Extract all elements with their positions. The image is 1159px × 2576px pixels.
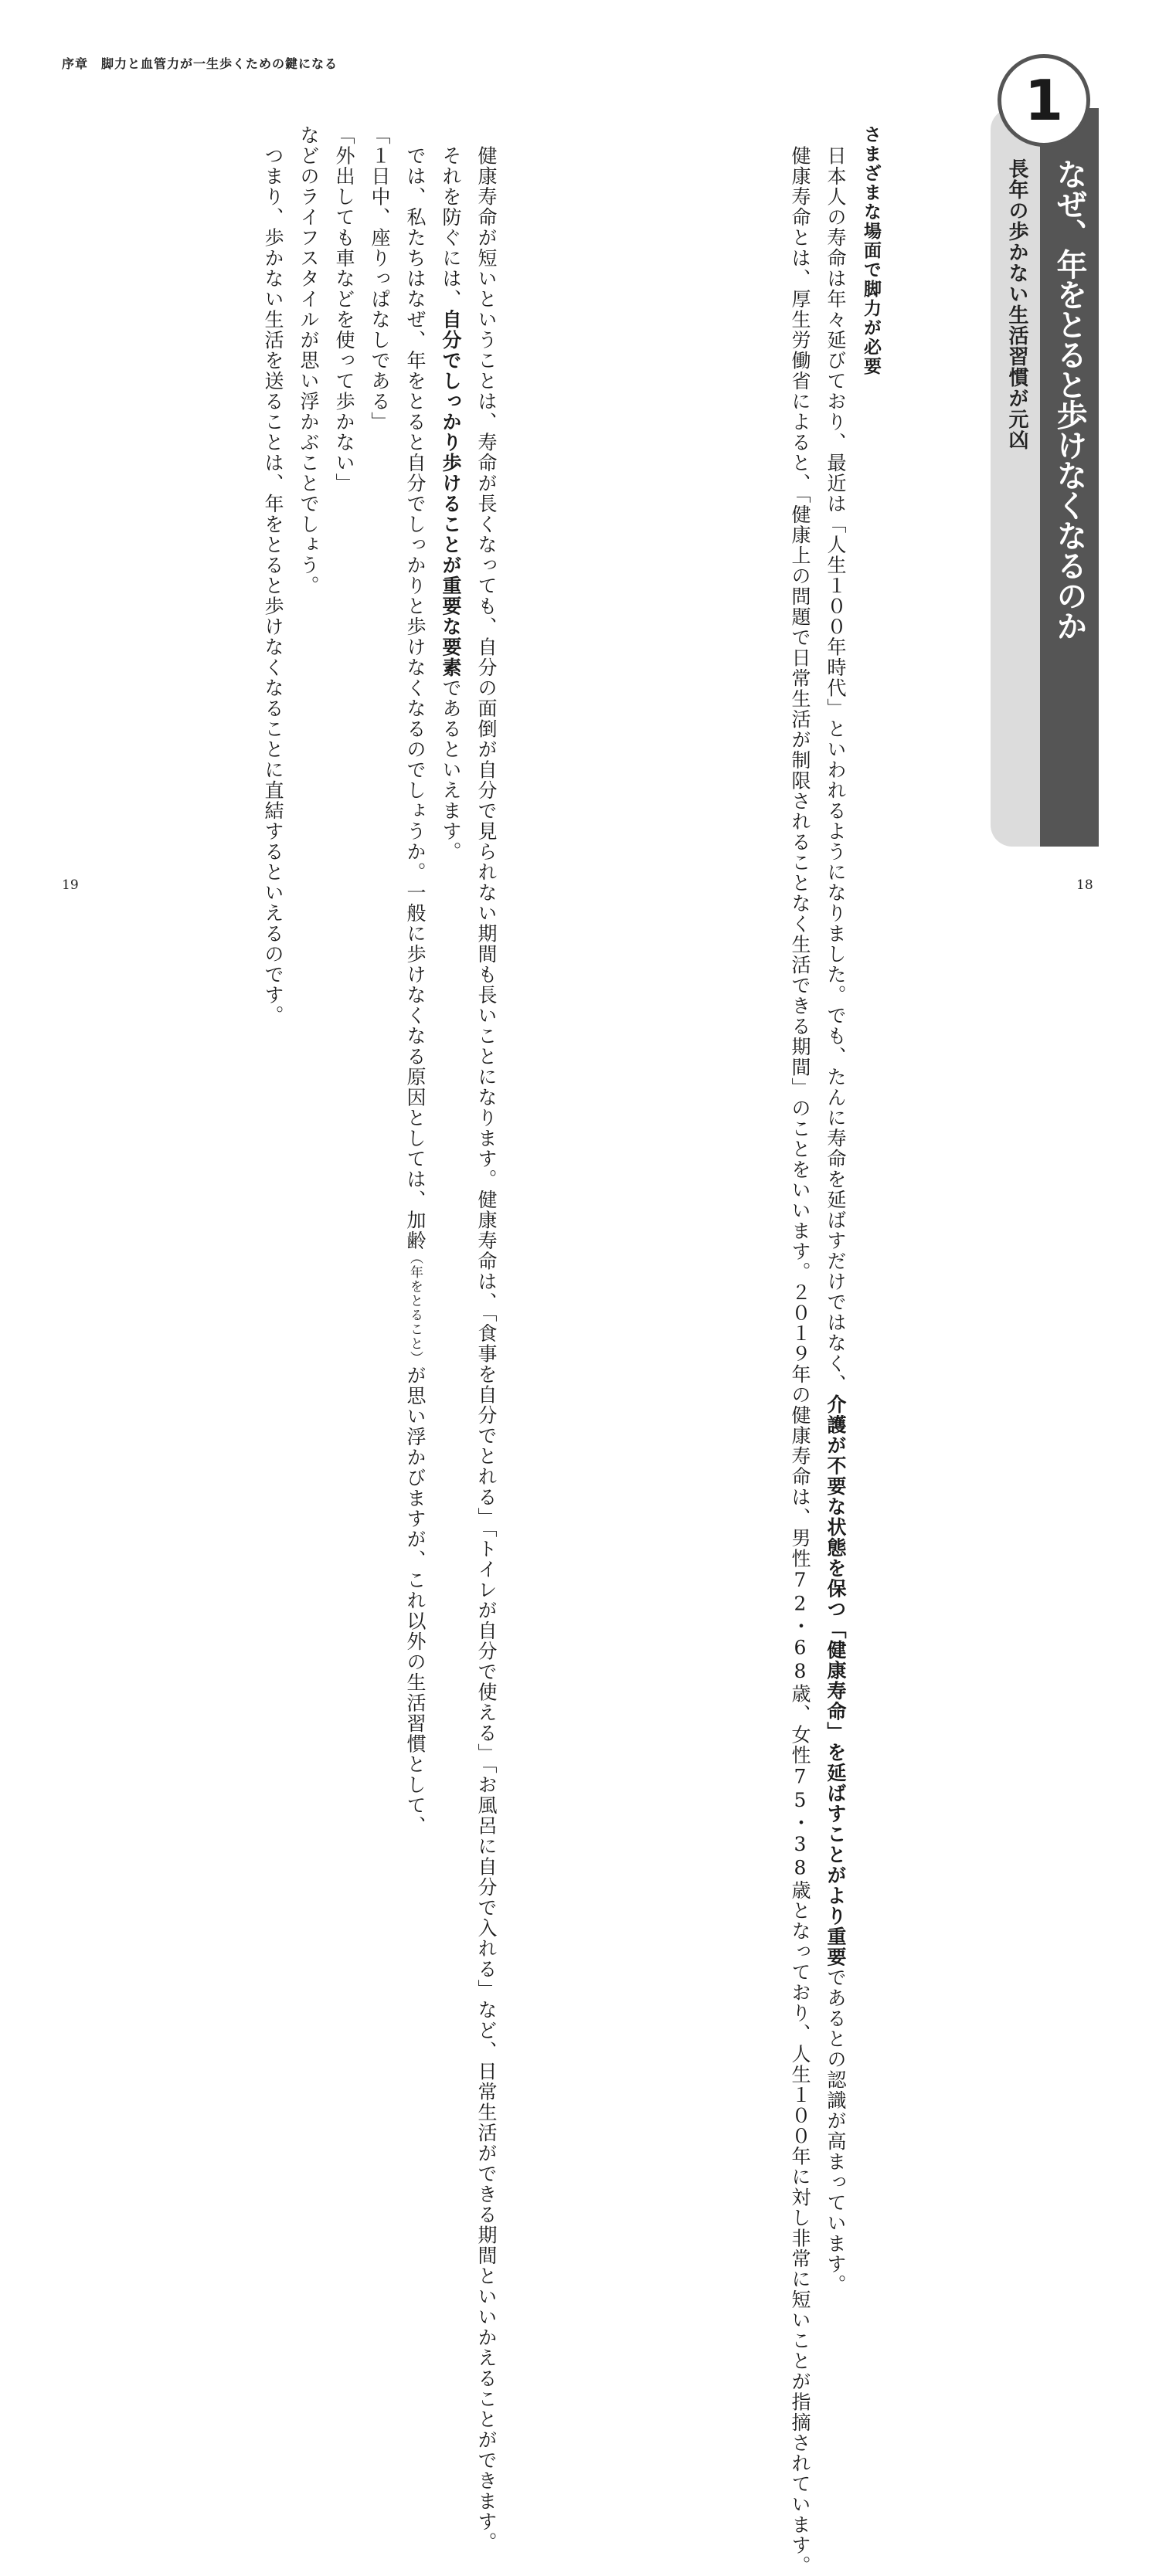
running-head: 序章 脚力と血管力が一生歩くための鍵になる — [62, 56, 338, 71]
paragraph-7: つまり、歩かない生活を送ることは、年をとると歩けなくなることに直結するといえるのです。 — [262, 145, 284, 1026]
page-number-left: 19 — [62, 877, 79, 893]
paragraph-6: などのライフスタイルが思い浮かぶことでしょう。 — [297, 125, 320, 596]
chapter-number-badge: 1 — [998, 54, 1090, 147]
paragraph-4: それを防ぐには、自分でしっかり歩けることが重要な要素であるといえます。 — [440, 145, 462, 862]
emphasis-text: 介護が不要な状態を保つ「健康寿命」を延ばすことがより重要 — [824, 1394, 847, 1967]
emphasis-text: 自分でしっかり歩けることが重要な要素 — [440, 309, 462, 678]
section-heading: さまざまな場面で脚力が必要 — [861, 125, 881, 376]
chapter-subtitle: 長年の歩かない生活習慣が元凶 — [1005, 158, 1028, 450]
paragraph-3: 健康寿命が短いということは、寿命が長くなっても、自分の面倒が自分で見られない期間も長いことになります。健康寿命は、「食事を自分でとれる」「トイレが自分で使える」「お風呂に自分で入れる」など、日常生活ができる期間といいかえることができます。 — [475, 145, 498, 2553]
left-page-body — [255, 125, 504, 2553]
parenthetical-note: （年をとること） — [407, 1251, 423, 1366]
quote-1: 「１日中、座りっぱなしである」 — [369, 125, 391, 433]
paragraph-1: 日本人の寿命は年々延びており、最近は「人生１００年時代」といわれるようになりました。でも、たんに寿命を延ばすだけではなく、介護が不要な状態を保つ「健康寿命」を延ばすことがより重要であるとの認識が高まっています。 — [824, 145, 847, 2295]
quote-2: 「外出しても車などを使って歩かない」 — [333, 125, 355, 494]
right-page-body — [782, 125, 889, 2576]
chapter-title: なぜ、年をとると歩けなくなるのか — [1052, 158, 1087, 640]
paragraph-2: 健康寿命とは、厚生労働省によると、「健康上の問題で日常生活が制限されることなく生活できる期間」のことをいいます。２０１９年の健康寿命は、男性72・68歳、女性75・38歳となっており、人生１００年に対し非常に短いことが指摘されています。 — [789, 145, 811, 2576]
page-number-right: 18 — [1076, 877, 1093, 893]
paragraph-5: では、私たちはなぜ、年をとると自分でしっかりと歩けなくなるのでしょうか。一般に歩けなくなる原因としては、加齢（年をとること）が思い浮かびますが、これ以外の生活習慣として、 — [404, 145, 427, 1836]
